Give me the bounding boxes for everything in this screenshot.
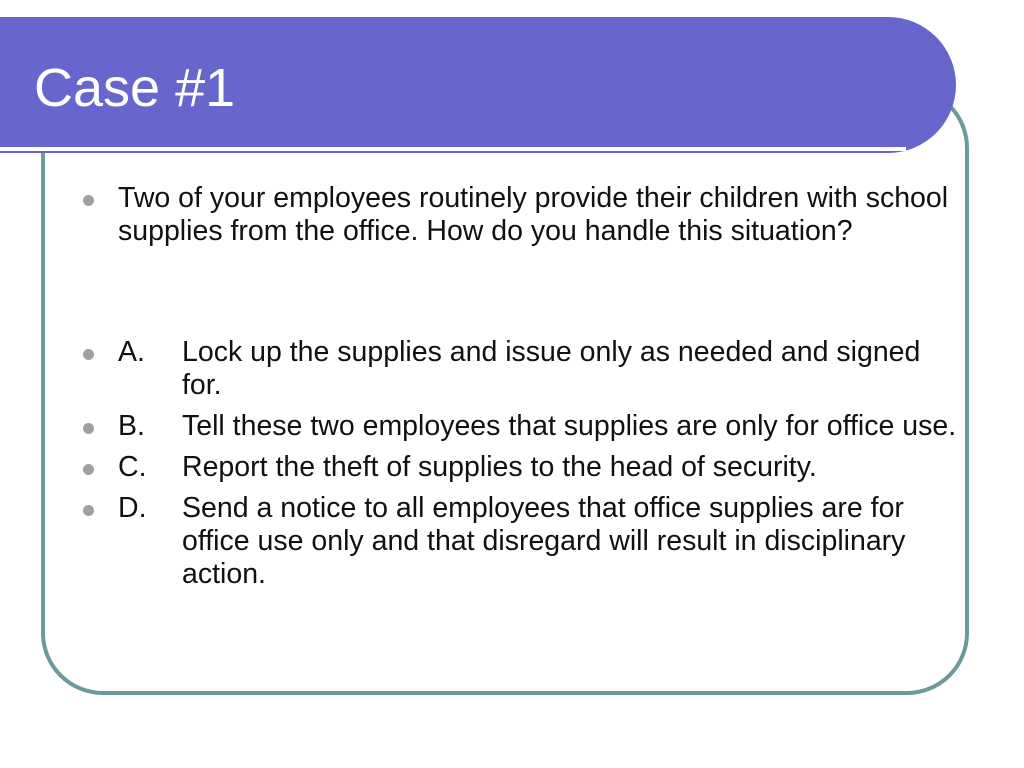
option-text: Lock up the supplies and issue only as needed and signed for. [182, 336, 921, 401]
option-item-d [80, 492, 960, 591]
slide-title: Case #1 [34, 58, 236, 118]
bullet-icon [83, 195, 94, 206]
bullet-icon [83, 505, 94, 516]
option-letter: C. [118, 451, 147, 483]
option-text: Send a notice to all employees that office supplies are for office use only and that disregard will result in disciplinary action. [182, 492, 906, 590]
option-letter: A. [118, 336, 145, 368]
question-item [80, 182, 960, 248]
bullet-icon [83, 423, 94, 434]
bullet-icon [83, 349, 94, 360]
option-text: Tell these two employees that supplies are only for office use. [182, 410, 957, 442]
option-letter: D. [118, 492, 147, 524]
option-text: Report the theft of supplies to the head of security. [182, 451, 817, 483]
bullet-icon [83, 464, 94, 475]
option-item-c [80, 451, 960, 484]
option-letter: B. [118, 410, 145, 442]
question-text: Two of your employees routinely provide their children with school supplies from the office. How do you handle this situation? [118, 182, 949, 247]
title-underline [0, 147, 906, 151]
title-bar [0, 17, 956, 153]
option-item-b [80, 410, 960, 443]
bullet-list [80, 182, 960, 599]
option-item-a [80, 336, 960, 402]
